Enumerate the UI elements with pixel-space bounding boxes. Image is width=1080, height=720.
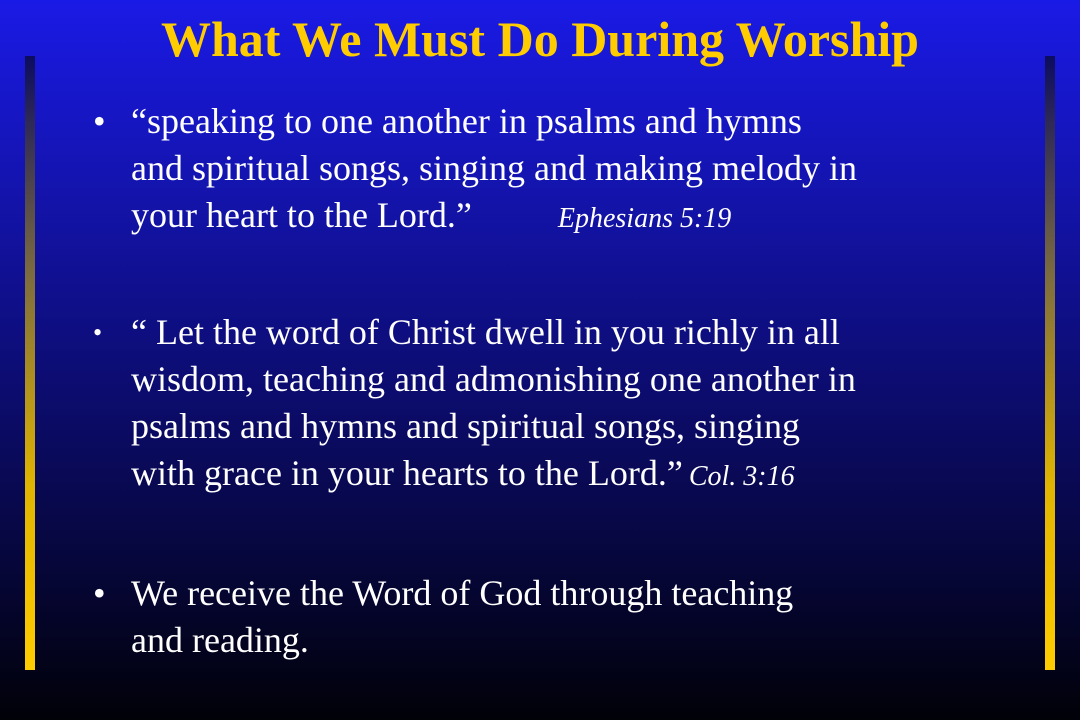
- left-decorative-bar: [25, 56, 35, 670]
- bullet-item-ephesians: [93, 98, 1008, 242]
- text-line: and reading.: [131, 620, 309, 660]
- text-line: We receive the Word of God through teaching: [131, 573, 794, 613]
- bullet-body: [131, 570, 1008, 664]
- quote-line: wisdom, teaching and admonishing one another in: [131, 359, 856, 399]
- right-decorative-bar: [1045, 56, 1055, 670]
- scripture-reference: Ephesians 5:19: [557, 203, 732, 234]
- quote-line: psalms and hymns and spiritual songs, singing: [131, 406, 800, 446]
- quote-line: and spiritual songs, singing and making melody in: [131, 148, 857, 188]
- bullet-item-colossians: [93, 309, 1008, 500]
- quote-line-last: [131, 450, 1008, 500]
- slide-title: What We Must Do During Worship: [160, 11, 919, 67]
- quote-line-text: your heart to the Lord.”: [131, 195, 472, 235]
- quote-line-text: with grace in your hearts to the Lord.”: [131, 453, 683, 493]
- bullet-body: [131, 309, 1008, 500]
- quote-line: “ Let the word of Christ dwell in you richly in all: [131, 312, 840, 352]
- quote-line: “speaking to one another in psalms and hymns: [131, 101, 802, 141]
- bullet-dot-icon: •: [93, 318, 103, 347]
- scripture-reference: Col. 3:16: [688, 461, 795, 492]
- bullet-item-receive-word: [93, 570, 1008, 664]
- quote-line-last: [131, 192, 1008, 242]
- bullet-dot-icon: •: [93, 573, 106, 613]
- bullet-dot-icon: •: [93, 101, 106, 141]
- bullet-body: [131, 98, 1008, 242]
